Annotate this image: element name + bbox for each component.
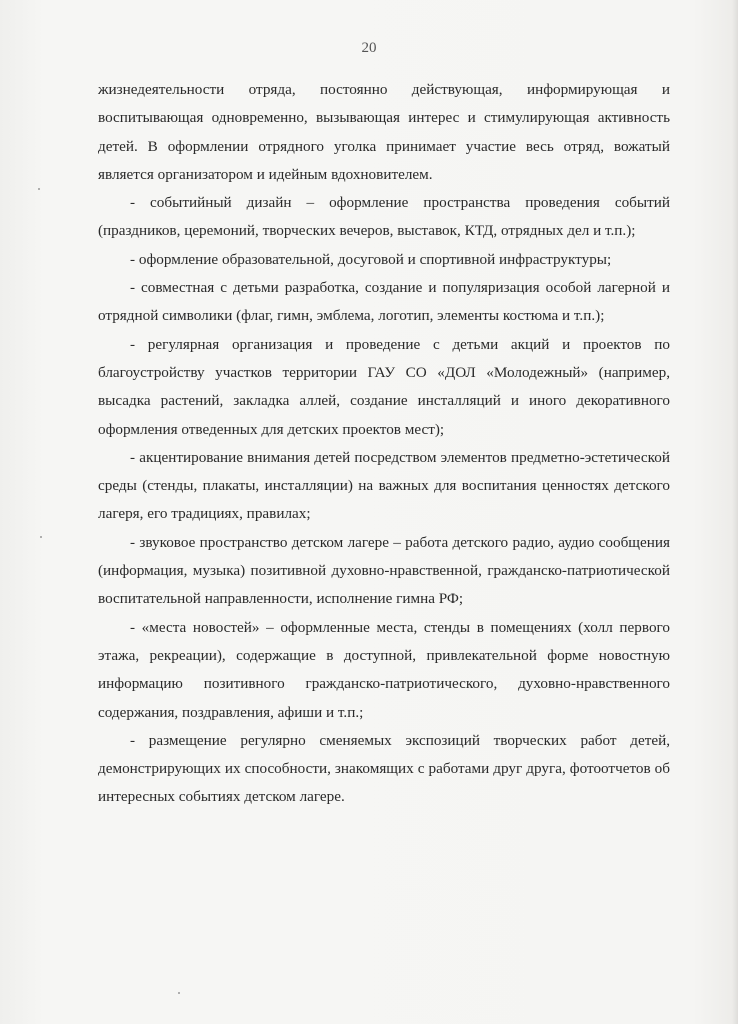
paragraph-symbolics: - совместная с детьми разработка, создание и популяризация особой лагерной и отрядной символики (флаг, гимн, эмблема, логотип, элементы костюма и т.п.); xyxy=(98,279,670,325)
scan-speck xyxy=(178,992,180,994)
document-body xyxy=(98,76,670,812)
scan-speck xyxy=(40,536,42,538)
scan-speck xyxy=(38,188,40,190)
paragraph-event-design: - событийный дизайн – оформление пространства проведения событий (праздников, церемоний, творческих вечеров, выставок, КТД, отрядных дел и т.п.); xyxy=(98,194,670,240)
scan-edge-shadow xyxy=(732,0,738,1024)
paragraph-landscaping: - регулярная организация и проведение с детьми акций и проектов по благоустройству участков территории ГАУ СО «ДОЛ «Молодежный» (например, высадка растений, закладка аллей, создание инсталляций и иного декоративного оформления отведенных для детских проектов мест); xyxy=(98,335,670,438)
paragraph-exhibitions: - размещение регулярно сменяемых экспозиций творческих работ детей, демонстрирующих их способности, знакомящих с работами друг друга, фотоотчетов об интересных событиях детском лагере. xyxy=(98,731,670,806)
paragraph-aesthetic-environment: - акцентирование внимания детей посредством элементов предметно-эстетической среды (стенды, плакаты, инсталляции) на важных для воспитания ценностях детского лагеря, его традициях, правилах; xyxy=(98,448,670,523)
paragraph-infrastructure: - оформление образовательной, досуговой и спортивной инфраструктуры; xyxy=(130,250,612,268)
paragraph-sound-space: - звуковое пространство детском лагере – работа детского радио, аудио сообщения (информация, музыка) позитивной духовно-нравственной, гражданско-патриотической воспитательной направленности, исполнение гимна РФ; xyxy=(98,533,670,608)
page-number: 20 xyxy=(361,40,377,56)
paragraph-news-places: - «места новостей» – оформленные места, стенды в помещениях (холл первого этажа, рекреации), содержащие в доступной, привлекательной форме новостную информацию позитивного гражданско-патриотического, духовно-нравственного содержания, поздравления, афиши и т.п.; xyxy=(98,618,670,721)
paragraph-continuation: жизнедеятельности отряда, постоянно действующая, информирующая и воспитывающая одновременно, вызывающая интерес и стимулирующая активность детей. В оформлении отрядного уголка принимает участие весь отряд, вожатый является организатором и идейным вдохновителем. xyxy=(98,81,670,183)
